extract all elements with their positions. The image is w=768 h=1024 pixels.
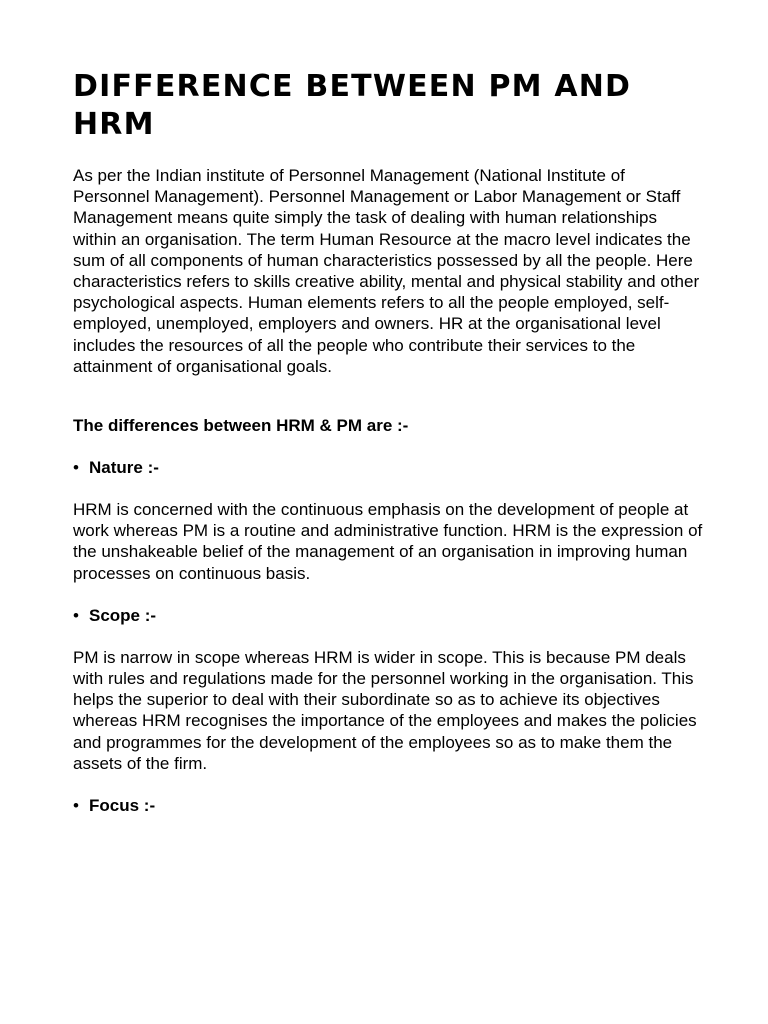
section-heading-label: Scope :- [89,605,157,625]
bullet-icon: • [73,458,79,478]
intro-paragraph: As per the Indian institute of Personnel Management (National Institute of Personnel Management). Personnel Management or Labor Management or Staff Management means quite simply the task of dealing with human relationships within an organisation. The term Human Resource at the macro level indicates the sum of all components of human characteristics possessed by all the people. Here characteristics refers to skills creative ability, mental and physical stability and other psychological aspects. Human elements refers to all the people employed, self-employed, unemployed, employers and owners. HR at the organisational level includes the resources of all the people who contribute their services to the attainment of organisational goals. [73,166,700,376]
differences-heading: The differences between HRM & PM are :- [73,416,409,436]
section-heading-label: Focus :- [89,796,156,816]
bullet-icon: • [73,605,79,625]
document-title: DIFFERENCE BETWEEN PM AND HRM [73,69,632,142]
document-page [73,68,703,837]
section-body-scope: PM is narrow in scope whereas HRM is wider in scope. This is because PM deals with rules and regulations made for the personnel working in the organisation. This helps the superior to deal with their subordinate so as to achieve its objectives whereas HRM recognises the importance of the employees and makes the policies and programmes for the development of the employees so as to make them the assets of the firm. [73,647,697,773]
section-heading-nature [73,457,703,478]
section-heading-focus [73,795,703,816]
bullet-icon: • [73,796,79,816]
section-heading-label: Nature :- [89,458,159,478]
section-body-nature: HRM is concerned with the continuous emphasis on the development of people at work whereas PM is a routine and administrative function. HRM is the expression of the unshakeable belief of the management of an organisation in improving human processes on continuous basis. [73,500,703,583]
section-heading-scope [73,605,703,626]
